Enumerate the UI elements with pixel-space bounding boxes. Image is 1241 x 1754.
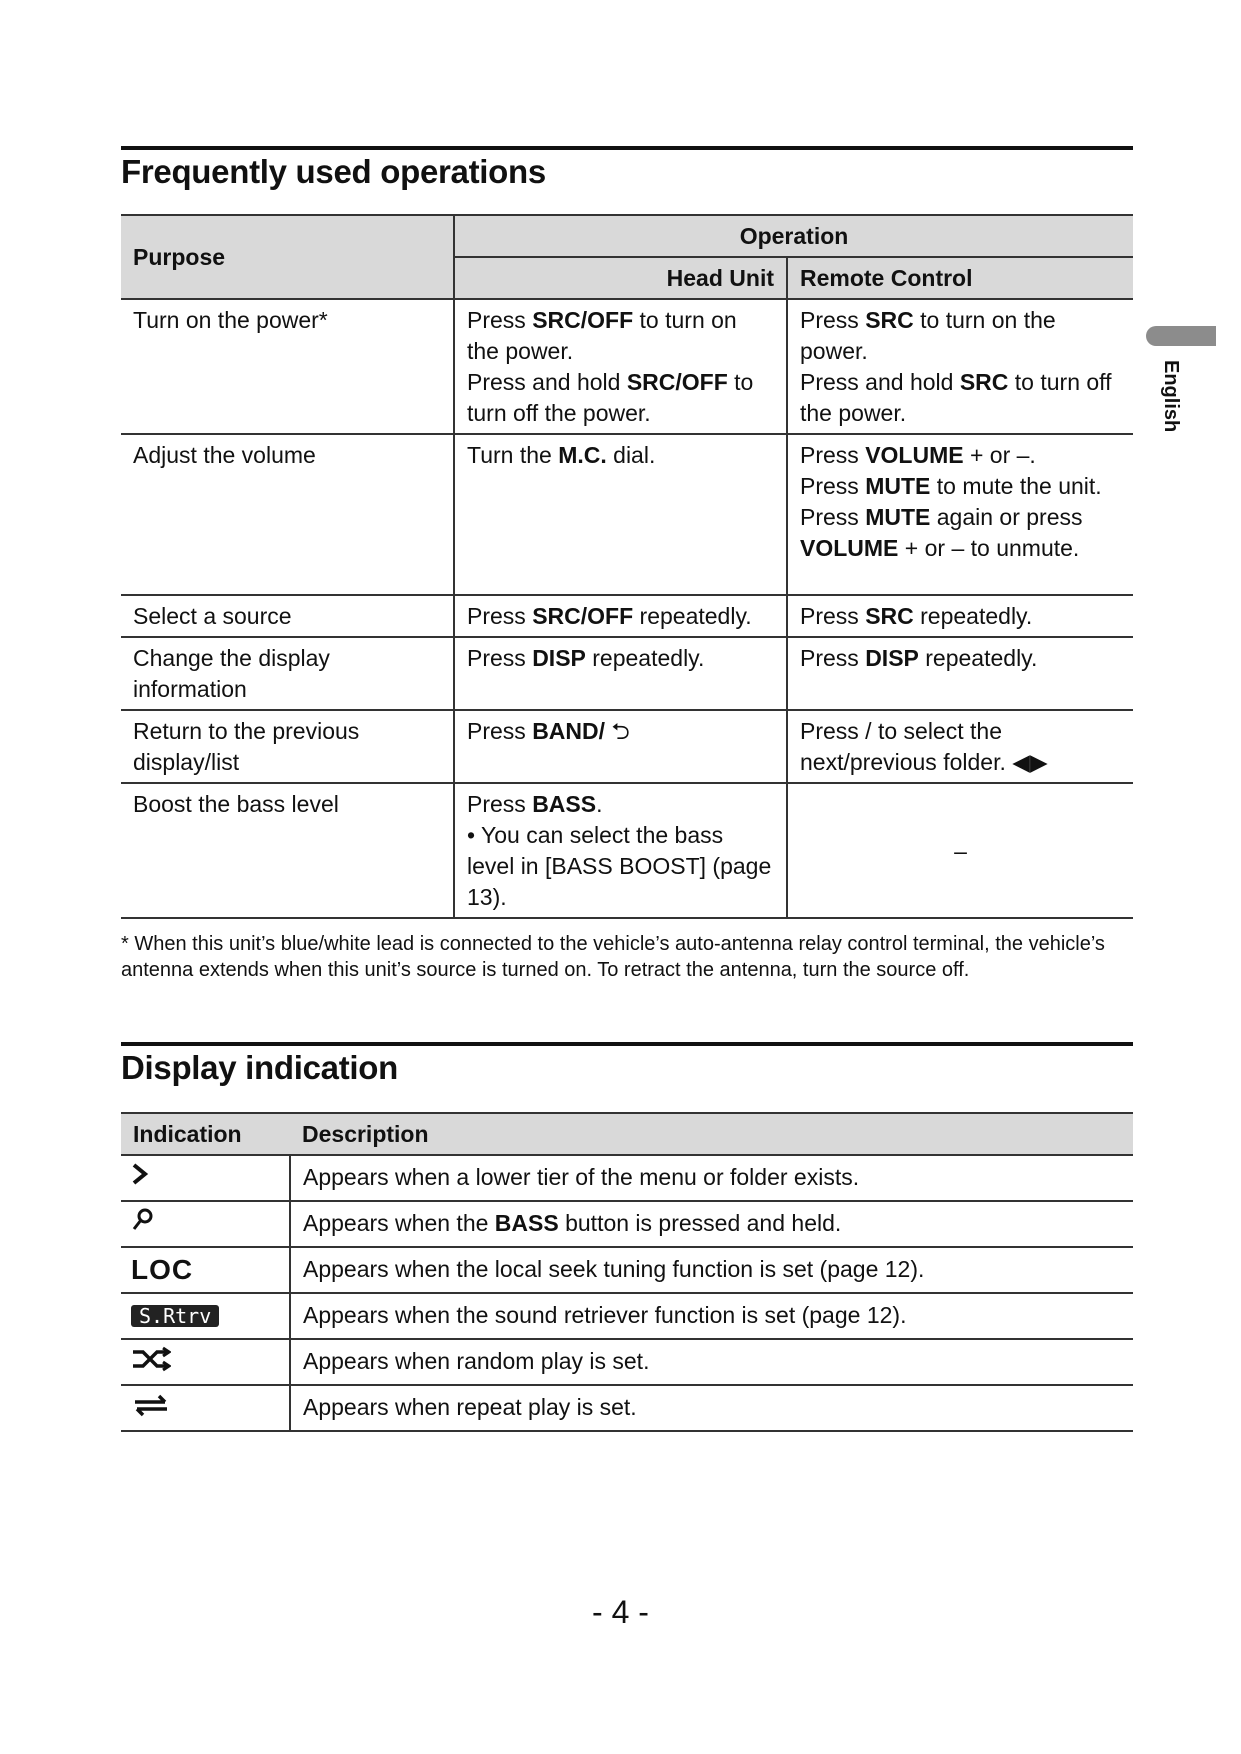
header-description: Description xyxy=(290,1113,1133,1155)
remote-cell: – xyxy=(787,783,1133,918)
remote-cell: Press / to select the next/previous folder. ◀▶ xyxy=(787,710,1133,783)
purpose-cell: Turn on the power* xyxy=(121,299,454,434)
section-title-display: Display indication xyxy=(121,1049,398,1086)
header-indication: Indication xyxy=(121,1113,290,1155)
purpose-cell: Boost the bass level xyxy=(121,783,454,918)
purpose-cell: Change the display information xyxy=(121,637,454,710)
head-unit-cell: Press SRC/OFF to turn on the power. Press and hold SRC/OFF to turn off the power. xyxy=(454,299,787,434)
section-title-operations: Frequently used operations xyxy=(121,153,546,190)
table-row xyxy=(121,637,1133,710)
table-row xyxy=(121,783,1133,918)
section-rule xyxy=(121,1042,1133,1046)
display-table xyxy=(121,1112,1133,1432)
table-row xyxy=(121,434,1133,595)
language-label: English xyxy=(1160,360,1182,433)
head-unit-cell: Press BAND/ ⮌ xyxy=(454,710,787,783)
random-icon xyxy=(121,1339,290,1385)
header-operation: Operation xyxy=(454,215,1133,257)
header-remote: Remote Control xyxy=(787,257,1133,299)
purpose-cell: Return to the previous display/list xyxy=(121,710,454,783)
remote-cell: Press VOLUME + or –. Press MUTE to mute the unit. Press MUTE again or press VOLUME + or – to unmute. xyxy=(787,434,1133,595)
head-unit-cell: Press SRC/OFF repeatedly. xyxy=(454,595,787,637)
remote-cell: Press SRC to turn on the power. Press and hold SRC to turn off the power. xyxy=(787,299,1133,434)
description-cell: Appears when random play is set. xyxy=(290,1339,1133,1385)
operations-table xyxy=(121,214,1133,919)
table-row xyxy=(121,1293,1133,1339)
table-row xyxy=(121,595,1133,637)
table-row xyxy=(121,710,1133,783)
language-tab xyxy=(1146,326,1216,346)
head-unit-cell: Turn the M.C. dial. xyxy=(454,434,787,595)
table-row xyxy=(121,1339,1133,1385)
sound-retriever-icon: S.Rtrv xyxy=(121,1293,290,1339)
description-cell: Appears when repeat play is set. xyxy=(290,1385,1133,1431)
table-row xyxy=(121,1155,1133,1201)
head-unit-cell: Press DISP repeatedly. xyxy=(454,637,787,710)
header-purpose: Purpose xyxy=(121,215,454,299)
section-rule xyxy=(121,146,1133,150)
table-row xyxy=(121,299,1133,434)
purpose-cell: Select a source xyxy=(121,595,454,637)
table-row xyxy=(121,1201,1133,1247)
remote-cell: Press SRC repeatedly. xyxy=(787,595,1133,637)
footnote: * When this unit’s blue/white lead is connected to the vehicle’s auto-antenna relay control terminal, the vehicle’s antenna extends when this unit’s source is turned on. To retract the antenna, turn the source off. xyxy=(121,933,1105,981)
arrow-left-icon: ◀ xyxy=(1012,749,1030,775)
remote-cell: Press DISP repeatedly. xyxy=(787,637,1133,710)
table-row xyxy=(121,1385,1133,1431)
arrow-right-icon: ▶ xyxy=(1029,749,1048,775)
purpose-cell: Adjust the volume xyxy=(121,434,454,595)
repeat-icon xyxy=(121,1385,290,1431)
back-icon: ⮌ xyxy=(611,718,630,744)
description-cell: Appears when the sound retriever function is set (page 12). xyxy=(290,1293,1133,1339)
description-cell: Appears when a lower tier of the menu or folder exists. xyxy=(290,1155,1133,1201)
key-icon xyxy=(121,1201,290,1247)
folder-tier-icon xyxy=(121,1155,290,1201)
loc-icon: LOC xyxy=(121,1247,290,1293)
description-cell: Appears when the local seek tuning function is set (page 12). xyxy=(290,1247,1133,1293)
header-head-unit: Head Unit xyxy=(454,257,787,299)
table-row xyxy=(121,1247,1133,1293)
head-unit-cell: Press BASS. • You can select the bass level in [BASS BOOST] (page 13). xyxy=(454,783,787,918)
description-cell: Appears when the BASS button is pressed and held. xyxy=(290,1201,1133,1247)
page-number: - 4 - xyxy=(592,1594,649,1630)
